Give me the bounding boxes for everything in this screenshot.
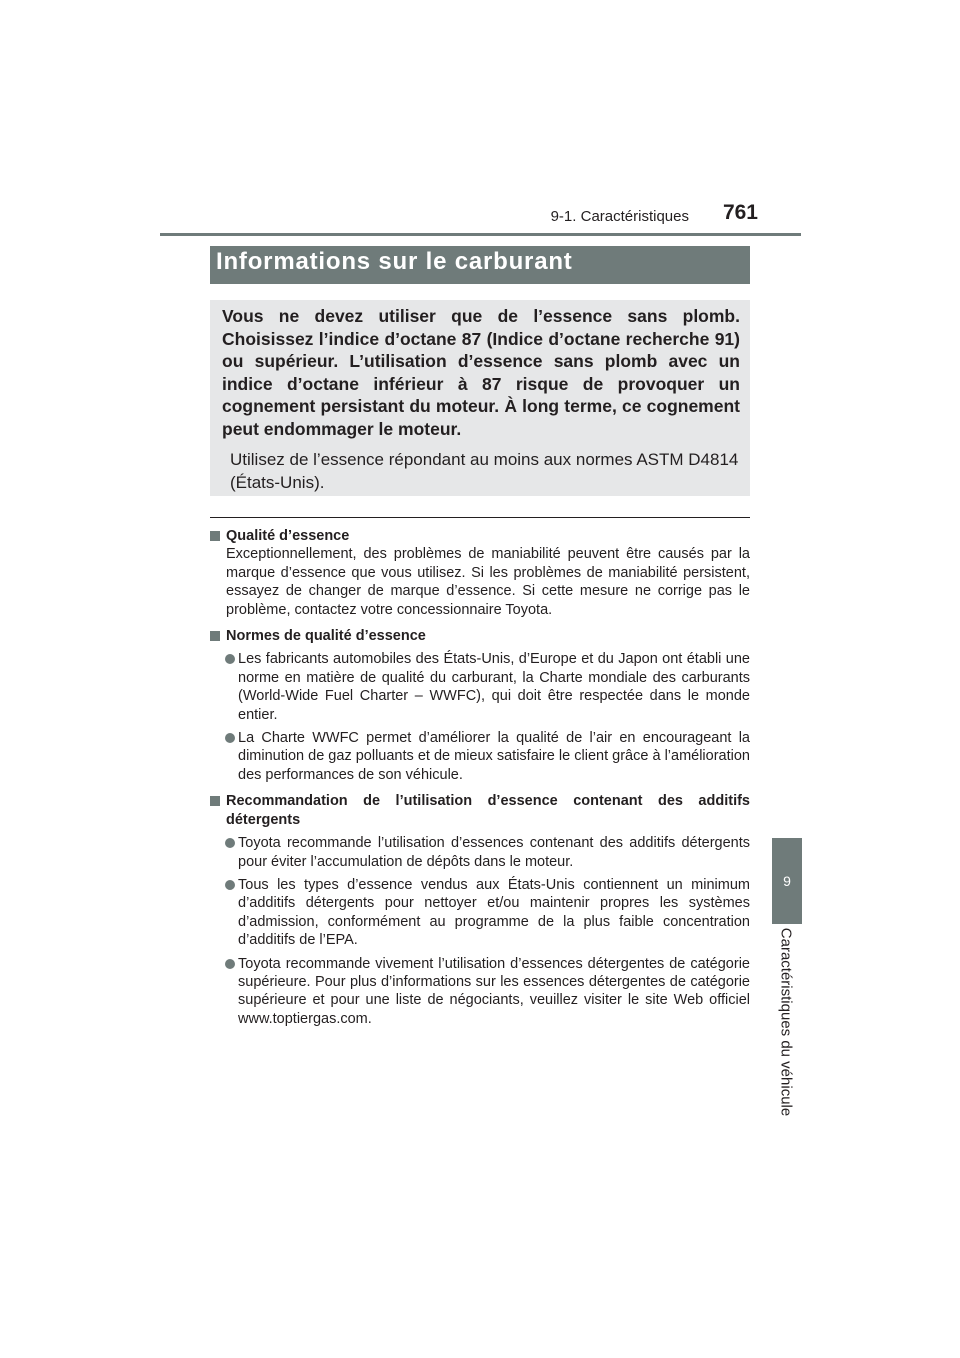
chapter-label: Caractéristiques du véhicule bbox=[777, 927, 795, 1117]
list-item-text: Toyota recommande vivement l’utilisation d’essences détergentes de catégorie supérieure. Pour plus d’informations sur les essences détergentes de catégorie supérieure et pour une liste de négociants, veuillez visiter le site Web officiel www.toptiergas.com. bbox=[238, 955, 750, 1027]
heading-text: Recommandation de l’utilisation d’essence contenant des additifs détergents bbox=[226, 793, 750, 828]
list-item bbox=[210, 955, 750, 1029]
square-bullet-icon bbox=[210, 796, 220, 806]
list-item bbox=[210, 729, 750, 784]
list-item bbox=[210, 876, 750, 950]
intro-warning-text: Vous ne devez utiliser que de l’essence sans plomb. Choisissez l’indice d’octane 87 (Indice d’octane recherche 91) ou supérieur. L’utilisation d’essence sans plomb avec un indice d’octane inférieur à 87 risque de provoquer un cognement persistant du moteur. À long terme, ce cognement peut endommager le moteur. bbox=[222, 306, 740, 439]
list-item-text: Tous les types d’essence vendus aux États-Unis contiennent un minimum d’additifs détergents pour nettoyer et/ou maintenir propres les systèmes d’admission, conformément au programme de la plus faible concentration d’additifs de l’EPA. bbox=[238, 876, 750, 949]
chapter-tab: 9 bbox=[772, 838, 802, 924]
circle-bullet-icon bbox=[225, 838, 235, 848]
circle-bullet-icon bbox=[225, 880, 235, 890]
section-header: 9-1. Caractéristiques bbox=[550, 208, 689, 225]
list-item-text: Les fabricants automobiles des États-Unis, d’Europe et du Japon ont établi une norme en matière de qualité du carburant, la Charte mondiale des carburants (World-Wide Fuel Charter – WWFC), qui doit être respectée dans le monde entier. bbox=[238, 651, 750, 723]
list-item bbox=[210, 834, 750, 871]
heading-text: Qualité d’essence bbox=[226, 528, 350, 544]
section-paragraph: Exceptionnellement, des problèmes de maniabilité peuvent être causés par la marque d’essence que vous utilisez. Si les problèmes de maniabilité persistent, essayez de changer de marque d’essence. Si cette mesure ne corrige pas le problème, contactez votre concessionnaire Toyota. bbox=[226, 546, 750, 618]
page-number: 761 bbox=[722, 201, 758, 224]
list-item-text: La Charte WWFC permet d’améliorer la qualité de l’air en encourageant la diminution de gaz polluants et de mieux satisfaire le client grâce à l’amélioration des performances de son véhicule. bbox=[238, 730, 750, 783]
page-title: Informations sur le carburant bbox=[216, 248, 573, 275]
section-heading bbox=[210, 527, 750, 545]
circle-bullet-icon bbox=[225, 733, 235, 743]
section-heading bbox=[210, 627, 750, 645]
content-body bbox=[210, 524, 750, 1028]
square-bullet-icon bbox=[210, 531, 220, 541]
section-divider bbox=[210, 517, 750, 518]
circle-bullet-icon bbox=[225, 959, 235, 969]
circle-bullet-icon bbox=[225, 654, 235, 664]
square-bullet-icon bbox=[210, 631, 220, 641]
list-item-text: Toyota recommande l’utilisation d’essences contenant des additifs détergents pour éviter l’accumulation de dépôts dans le moteur. bbox=[238, 835, 750, 870]
section-heading bbox=[210, 792, 750, 829]
intro-standard-text: Utilisez de l’essence répondant au moins aux normes ASTM D4814 (États-Unis). bbox=[230, 450, 739, 492]
header-divider bbox=[160, 233, 801, 236]
heading-text: Normes de qualité d’essence bbox=[226, 628, 426, 645]
list-item bbox=[210, 650, 750, 724]
